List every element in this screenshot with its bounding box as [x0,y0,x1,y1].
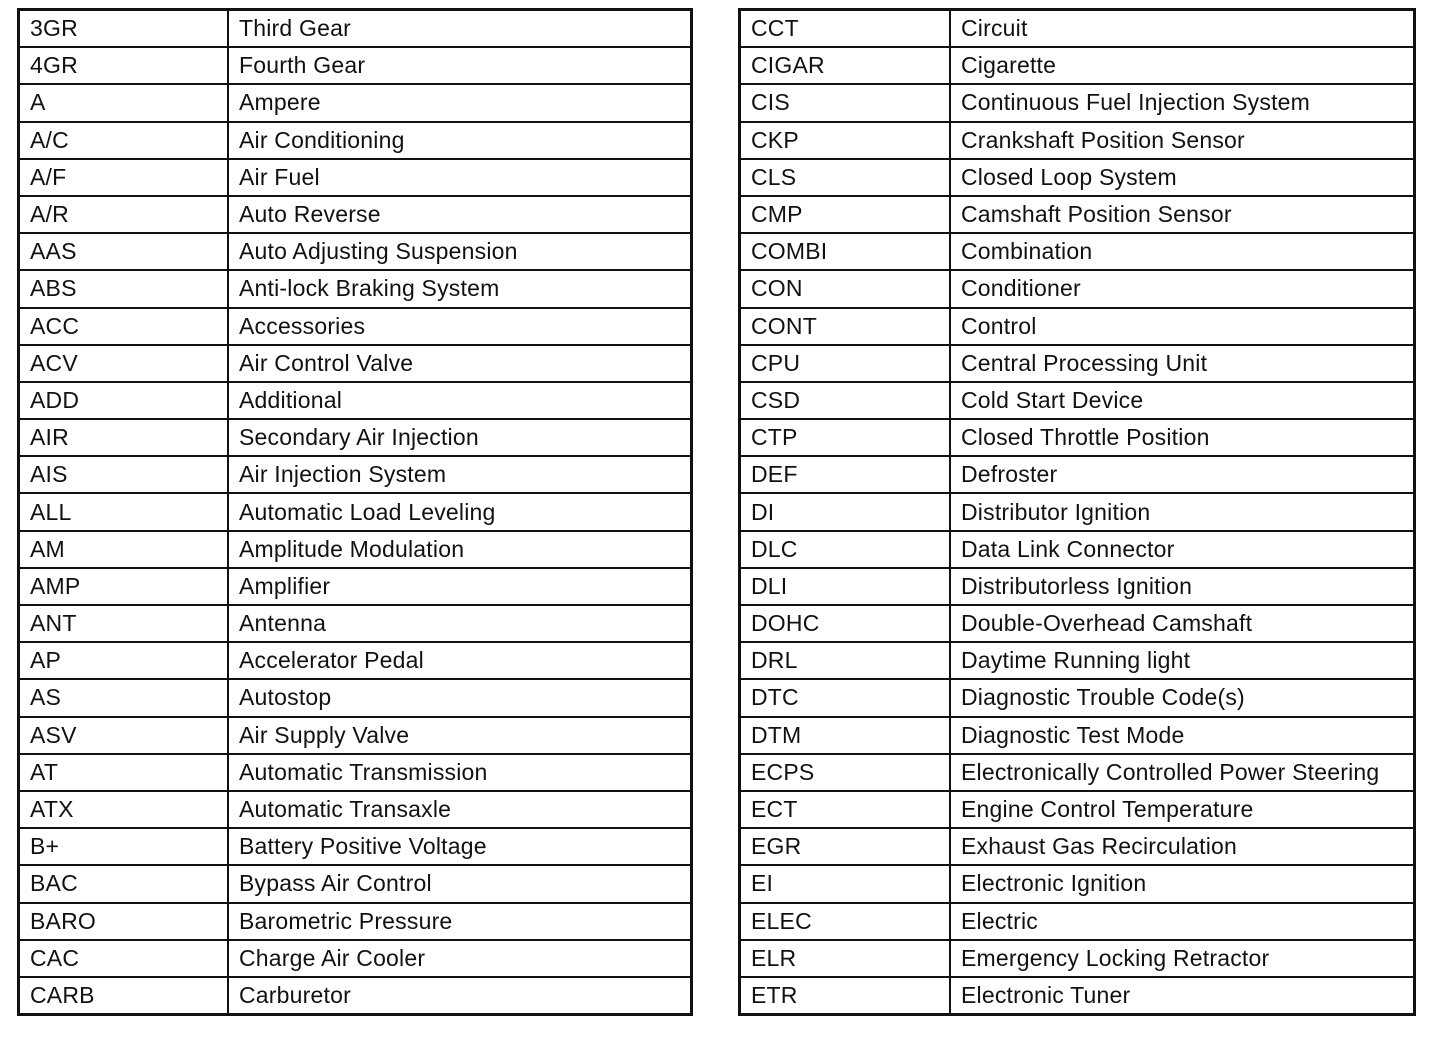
abbreviation-cell: 3GR [19,10,229,48]
abbreviation-table-right [738,8,1416,1016]
abbreviation-cell: ACV [19,345,229,382]
abbreviation-cell: ELEC [740,903,951,940]
table-row [740,531,1415,568]
meaning-cell: Distributorless Ignition [950,568,1415,605]
table-row [19,47,692,84]
meaning-cell: Amplifier [228,568,692,605]
meaning-cell: Conditioner [950,270,1415,307]
meaning-cell: Closed Loop System [950,159,1415,196]
abbreviation-cell: BARO [19,903,229,940]
meaning-cell: Air Fuel [228,159,692,196]
abbreviation-cell: ACC [19,308,229,345]
meaning-cell: Air Conditioning [228,122,692,159]
abbreviation-cell: CAC [19,940,229,977]
table-row [740,84,1415,121]
abbreviation-cell: COMBI [740,233,951,270]
meaning-cell: Air Control Valve [228,345,692,382]
abbreviation-cell: DLC [740,531,951,568]
table-row [740,122,1415,159]
table-row [19,940,692,977]
table-row [19,270,692,307]
abbreviation-cell: DTC [740,679,951,716]
table-row [19,233,692,270]
abbreviation-cell: DTM [740,717,951,754]
meaning-cell: Accelerator Pedal [228,642,692,679]
abbreviation-cell: CARB [19,977,229,1015]
abbreviation-cell: A/F [19,159,229,196]
table-row [740,940,1415,977]
meaning-cell: Fourth Gear [228,47,692,84]
abbreviation-table-right-body [740,10,1415,1015]
abbreviation-cell: AAS [19,233,229,270]
abbreviation-cell: ETR [740,977,951,1015]
table-row [19,456,692,493]
abbreviation-cell: ASV [19,717,229,754]
abbreviation-cell: BAC [19,865,229,902]
abbreviation-cell: CPU [740,345,951,382]
table-row [19,196,692,233]
abbreviation-cell: CIS [740,84,951,121]
meaning-cell: Third Gear [228,10,692,48]
abbreviation-cell: DRL [740,642,951,679]
abbreviation-cell: AS [19,679,229,716]
abbreviation-cell: ANT [19,605,229,642]
meaning-cell: Electronically Controlled Power Steering [950,754,1415,791]
table-row [740,977,1415,1015]
table-row [19,84,692,121]
abbreviation-cell: A [19,84,229,121]
abbreviation-cell: CON [740,270,951,307]
abbreviation-cell: ALL [19,493,229,530]
meaning-cell: Circuit [950,10,1415,48]
table-row [740,903,1415,940]
abbreviation-cell: EGR [740,828,951,865]
abbreviation-cell: ELR [740,940,951,977]
table-row [740,196,1415,233]
meaning-cell: Camshaft Position Sensor [950,196,1415,233]
table-row [19,828,692,865]
table-row [740,345,1415,382]
table-row [740,382,1415,419]
table-row [740,679,1415,716]
table-row [19,903,692,940]
table-row [19,977,692,1015]
abbreviation-cell: ABS [19,270,229,307]
abbreviation-cell: AM [19,531,229,568]
abbreviation-cell: ECPS [740,754,951,791]
table-row [19,568,692,605]
abbreviation-cell: A/R [19,196,229,233]
abbreviation-cell: CMP [740,196,951,233]
abbreviation-table-left [17,8,693,1016]
abbreviation-cell: DI [740,493,951,530]
abbreviation-cell: CCT [740,10,951,48]
abbreviation-cell: AT [19,754,229,791]
meaning-cell: Autostop [228,679,692,716]
table-row [19,345,692,382]
abbreviation-cell: A/C [19,122,229,159]
abbreviation-cell: DLI [740,568,951,605]
meaning-cell: Additional [228,382,692,419]
abbreviation-table-left-body [19,10,692,1015]
table-row [19,717,692,754]
meaning-cell: Electronic Ignition [950,865,1415,902]
table-row [740,642,1415,679]
abbreviation-cell: DOHC [740,605,951,642]
table-row [740,717,1415,754]
meaning-cell: Ampere [228,84,692,121]
meaning-cell: Auto Reverse [228,196,692,233]
abbreviation-cell: CSD [740,382,951,419]
abbreviation-cell: AMP [19,568,229,605]
table-row [740,754,1415,791]
meaning-cell: Combination [950,233,1415,270]
meaning-cell: Engine Control Temperature [950,791,1415,828]
meaning-cell: Closed Throttle Position [950,419,1415,456]
table-row [19,605,692,642]
table-row [740,865,1415,902]
table-row [19,159,692,196]
table-row [19,531,692,568]
meaning-cell: Exhaust Gas Recirculation [950,828,1415,865]
meaning-cell: Battery Positive Voltage [228,828,692,865]
meaning-cell: Crankshaft Position Sensor [950,122,1415,159]
table-row [740,47,1415,84]
meaning-cell: Barometric Pressure [228,903,692,940]
meaning-cell: Charge Air Cooler [228,940,692,977]
meaning-cell: Diagnostic Test Mode [950,717,1415,754]
table-row [19,122,692,159]
meaning-cell: Central Processing Unit [950,345,1415,382]
abbreviation-cell: AIS [19,456,229,493]
abbreviation-cell: CTP [740,419,951,456]
table-row [740,568,1415,605]
meaning-cell: Electronic Tuner [950,977,1415,1015]
table-row [19,754,692,791]
table-row [740,159,1415,196]
table-row [19,382,692,419]
abbreviation-cell: AP [19,642,229,679]
table-row [740,456,1415,493]
meaning-cell: Cold Start Device [950,382,1415,419]
table-row [740,419,1415,456]
table-row [740,10,1415,48]
meaning-cell: Control [950,308,1415,345]
meaning-cell: Automatic Transmission [228,754,692,791]
abbreviation-cell: CIGAR [740,47,951,84]
table-row [740,791,1415,828]
meaning-cell: Antenna [228,605,692,642]
table-row [19,10,692,48]
abbreviation-cell: CONT [740,308,951,345]
meaning-cell: Carburetor [228,977,692,1015]
table-row [19,493,692,530]
meaning-cell: Defroster [950,456,1415,493]
meaning-cell: Auto Adjusting Suspension [228,233,692,270]
meaning-cell: Anti-lock Braking System [228,270,692,307]
table-row [19,865,692,902]
abbreviation-cell: ADD [19,382,229,419]
meaning-cell: Secondary Air Injection [228,419,692,456]
table-row [19,791,692,828]
meaning-cell: Data Link Connector [950,531,1415,568]
abbreviation-cell: 4GR [19,47,229,84]
table-row [740,233,1415,270]
abbreviation-cell: CLS [740,159,951,196]
table-row [740,270,1415,307]
table-row [740,493,1415,530]
meaning-cell: Automatic Transaxle [228,791,692,828]
abbreviation-cell: CKP [740,122,951,159]
meaning-cell: Continuous Fuel Injection System [950,84,1415,121]
abbreviation-cell: B+ [19,828,229,865]
meaning-cell: Diagnostic Trouble Code(s) [950,679,1415,716]
table-row [19,679,692,716]
meaning-cell: Automatic Load Leveling [228,493,692,530]
meaning-cell: Electric [950,903,1415,940]
meaning-cell: Air Supply Valve [228,717,692,754]
meaning-cell: Cigarette [950,47,1415,84]
meaning-cell: Double-Overhead Camshaft [950,605,1415,642]
abbreviation-cell: ATX [19,791,229,828]
abbreviation-cell: AIR [19,419,229,456]
table-row [19,419,692,456]
meaning-cell: Air Injection System [228,456,692,493]
table-row [740,308,1415,345]
abbreviation-cell: ECT [740,791,951,828]
meaning-cell: Distributor Ignition [950,493,1415,530]
meaning-cell: Accessories [228,308,692,345]
meaning-cell: Emergency Locking Retractor [950,940,1415,977]
table-row [740,605,1415,642]
meaning-cell: Daytime Running light [950,642,1415,679]
table-row [740,828,1415,865]
abbreviation-cell: DEF [740,456,951,493]
table-row [19,308,692,345]
abbreviation-cell: EI [740,865,951,902]
meaning-cell: Amplitude Modulation [228,531,692,568]
table-row [19,642,692,679]
meaning-cell: Bypass Air Control [228,865,692,902]
